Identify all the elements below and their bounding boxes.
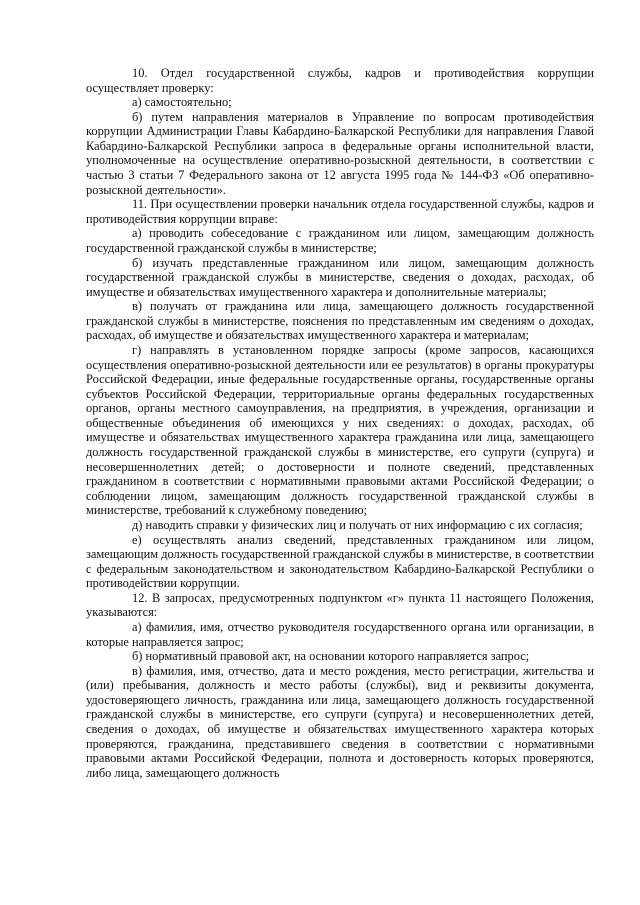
paragraph-11-v: в) получать от гражданина или лица, замещающего должность государственной гражданской службы в министерстве, пояснения по представленным им сведениям о доходах, расходах, об имуществе и обязательствах имущественного характера и материалам; [86, 299, 594, 343]
paragraph-11-d: д) наводить справки у физических лиц и получать от них информацию с их согласия; [132, 517, 583, 532]
paragraph-11-b: б) изучать представленные гражданином или лицом, замещающим должность государственной гражданской службы в министерстве, сведения о доходах, расходах, об имуществе и обязательствах имущественного характера и дополнительные материалы; [86, 255, 594, 299]
paragraph-10: 10. Отдел государственной службы, кадров и противодействия коррупции осуществляет проверку: [86, 66, 594, 95]
paragraph-11-g: г) направлять в установленном порядке запросы (кроме запросов, касающихся осуществления оперативно-розыскной деятельности или ее результатов) в органы прокуратуры Российской Федерации, иные федеральные государственные органы, государственные органы субъектов Российской Федерации, территориальные органы федеральных государственных органов, органы местного самоуправления, на предприятия, в учреждения, организации и общественные объединения об имеющихся у них сведениях: о доходах, расходах, об имуществе и обязательствах имущественного характера гражданина или лица, замещающего должность государственной гражданской службы в министерстве, его супруги (супруга) и несовершеннолетних детей; о достоверности и полноте сведений, представленных гражданином в соответствии с нормативными правовыми актами Российской Федерации; о соблюдении лицом, замещающим должность государственной гражданской службы в министерстве, требований к служебному поведению; [86, 342, 594, 518]
paragraph-12-v: в) фамилия, имя, отчество, дата и место рождения, место регистрации, жительства и (или) пребывания, должность и место работы (службы), вид и реквизиты документа, удостоверяющего личность, гражданина или лица, замещающего должность государственной гражданской службы в министерстве, его супруги (супруга) и несовершеннолетних детей, сведения о доходах, об имуществе и обязательствах имущественного характера которых проверяются, гражданина, представившего сведения в соответствии с нормативными правовыми актами Российской Федерации, полнота и достоверность которых проверяются, либо лица, замещающего должность [86, 663, 594, 780]
paragraph-12: 12. В запросах, предусмотренных подпунктом «г» пункта 11 настоящего Положения, указываются: [86, 590, 594, 620]
paragraph-11-a: а) проводить собеседование с гражданином или лицом, замещающим должность государственной гражданской службы в министерстве; [86, 226, 594, 255]
paragraph-10-b: б) путем направления материалов в Управление по вопросам противодействия коррупции Администрации Главы Кабардино-Балкарской Республики для направления Главой Кабардино-Балкарской Республики запроса в федеральные органы исполнительной власти, уполномоченные на осуществление оперативно-розыскной деятельности, в соответствии с частью 3 статьи 7 Федерального закона от 12 августа 1995 года № 144-ФЗ «Об оперативно-розыскной деятельности». [86, 109, 594, 197]
paragraph-11: 11. При осуществлении проверки начальник отдела государственной службы, кадров и противодействия коррупции вправе: [86, 197, 594, 226]
paragraph-12-b: б) нормативный правовой акт, на основании которого направляется запрос; [132, 649, 530, 664]
paragraph-11-e: е) осуществлять анализ сведений, представленных гражданином или лицом, замещающим должность государственной гражданской службы в министерстве, в соответствии с федеральным законодательством и законодательством Кабардино-Балкарской Республики о противодействии коррупции. [86, 532, 594, 591]
paragraph-12-a: а) фамилия, имя, отчество руководителя государственного органа или организации, в которые направляется запрос; [86, 619, 594, 649]
document-page [86, 66, 594, 780]
paragraph-10-a: а) самостоятельно; [132, 95, 232, 110]
